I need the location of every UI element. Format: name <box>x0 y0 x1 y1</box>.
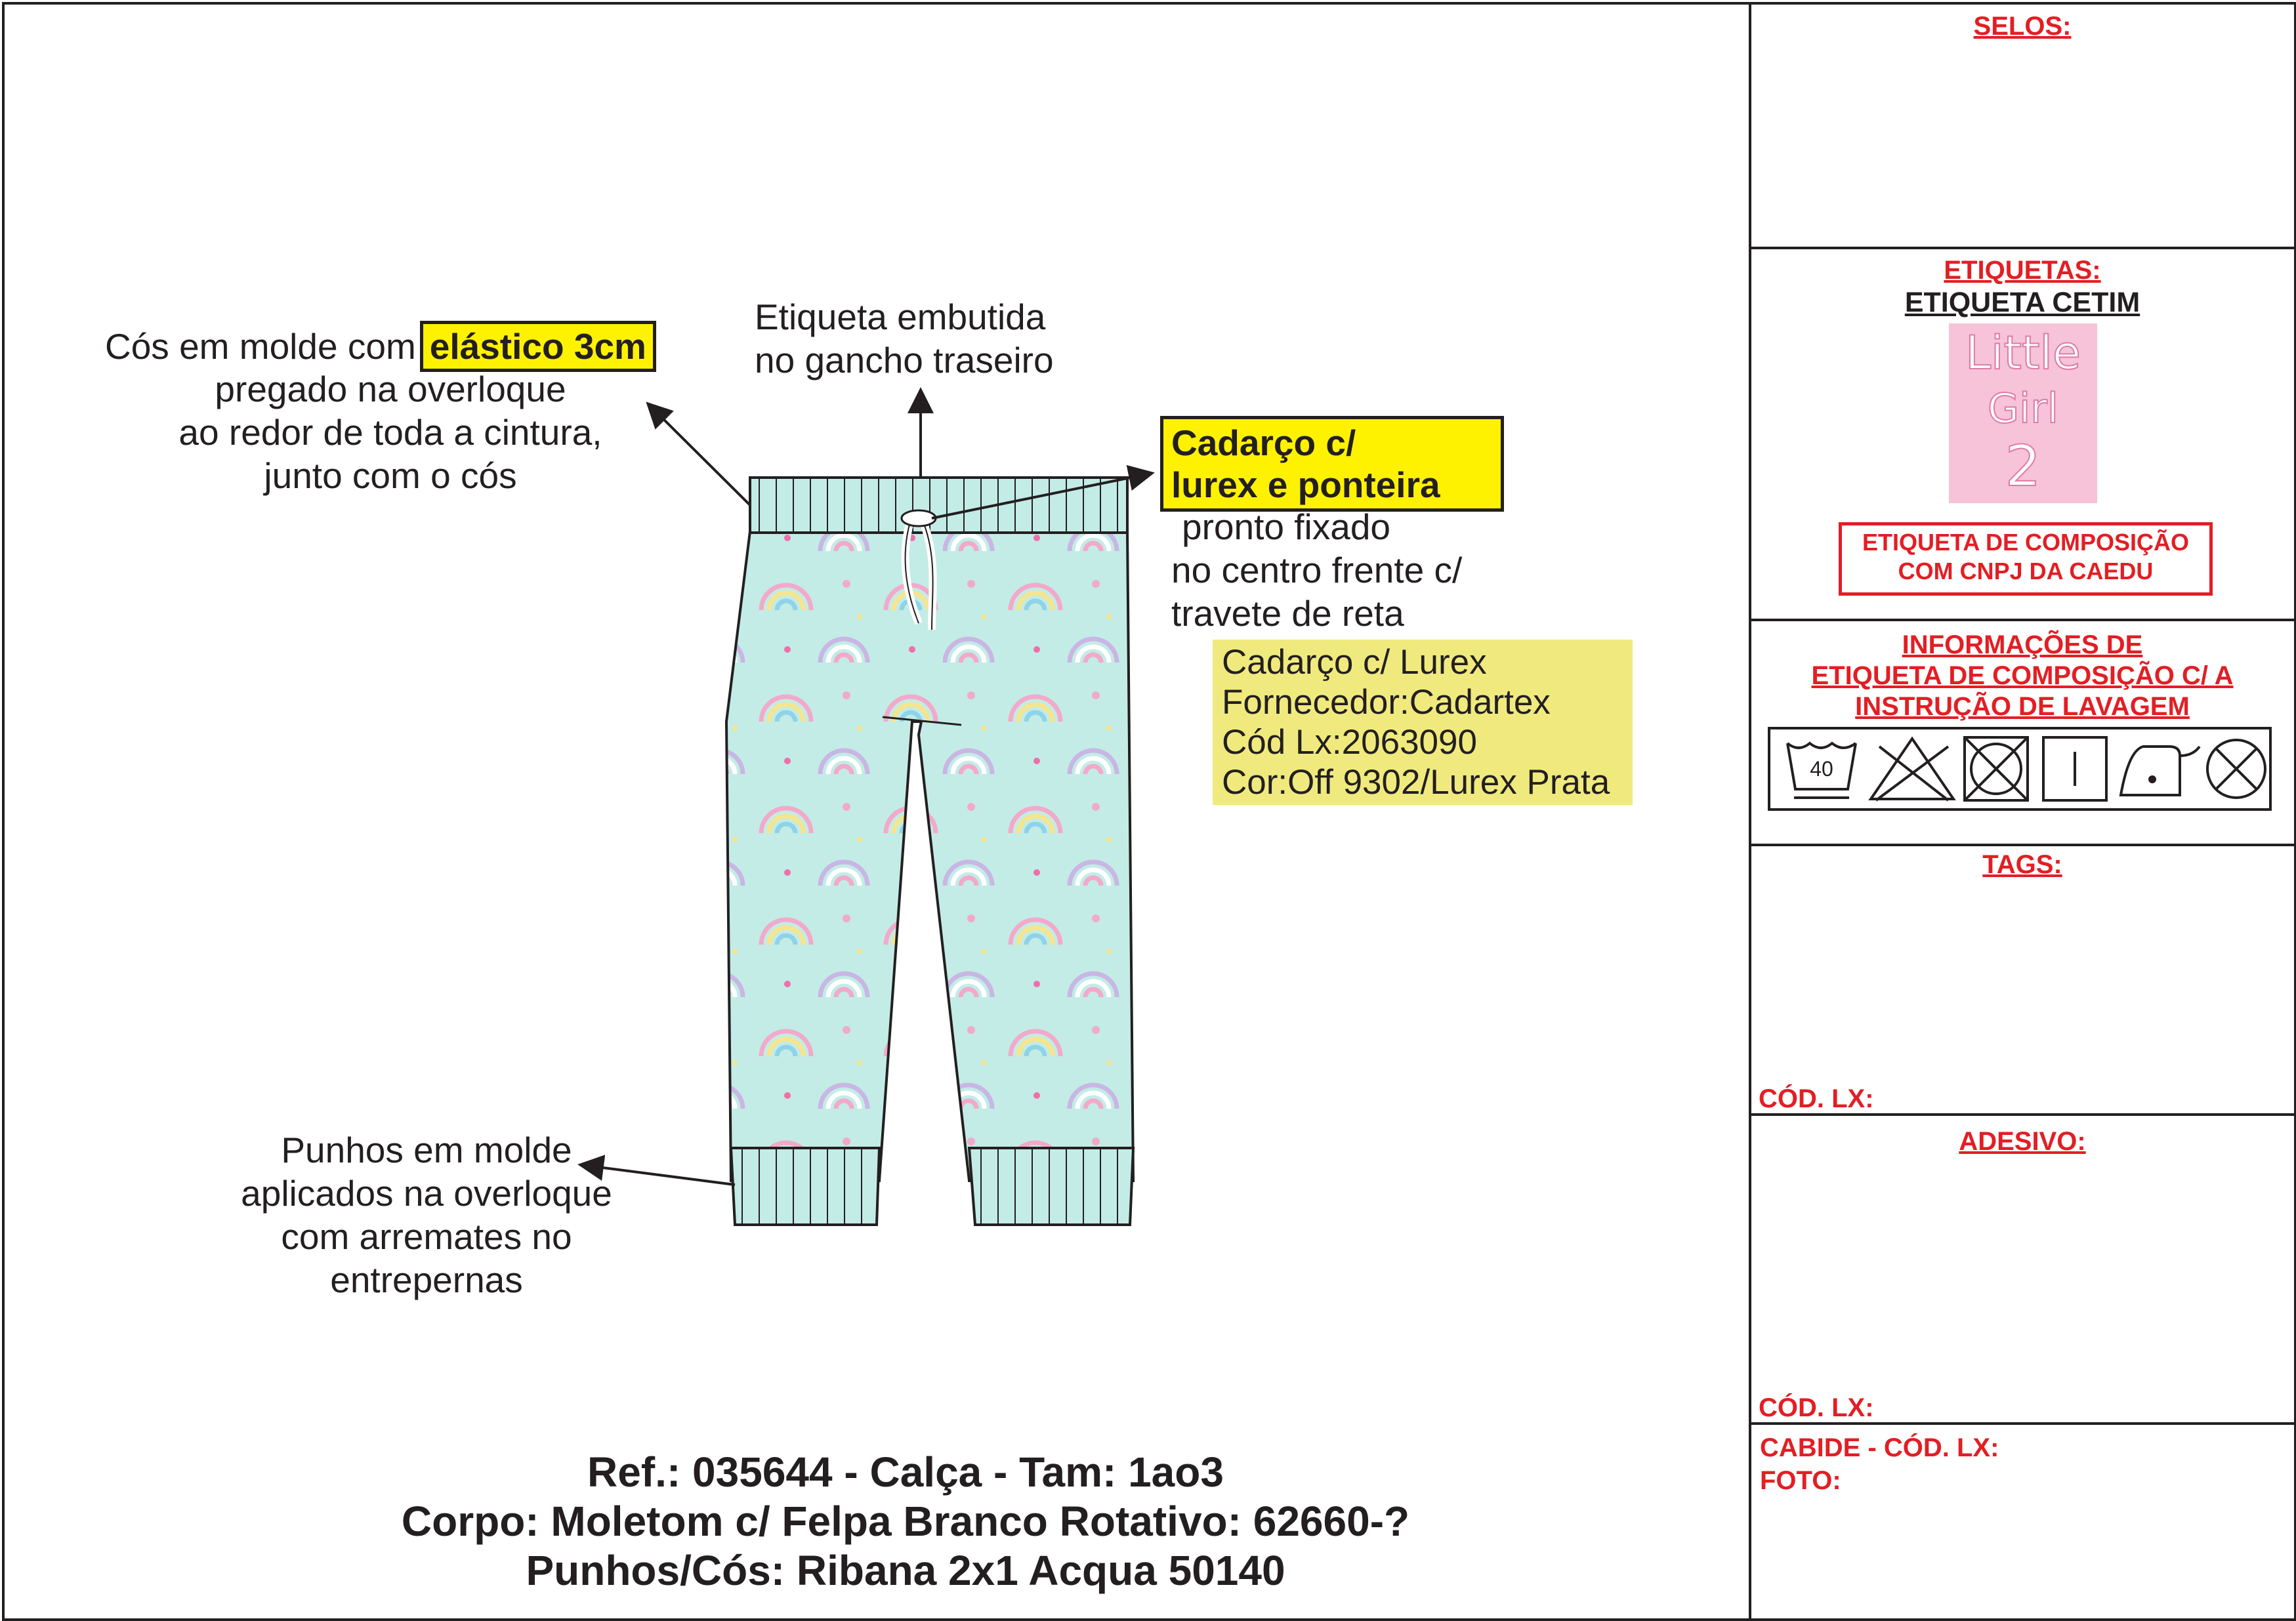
trim-spec-line: Fornecedor:Cadartex <box>1222 683 1551 722</box>
label-note-line: Etiqueta embutida <box>755 297 1046 337</box>
care-symbols <box>1768 727 2272 811</box>
wash-temp: 40 <box>1810 757 1833 781</box>
adesivo-cod-lx: CÓD. LX: <box>1759 1393 1874 1422</box>
drawcord-note-line: no centro frente c/ <box>1171 550 1463 590</box>
care-info-line: INSTRUÇÃO DE LAVAGEM <box>1855 692 2190 721</box>
drawcord-note-line: pronto fixado <box>1182 506 1390 547</box>
product-cuff-fabric: Punhos/Cós: Ribana 2x1 Acqua 50140 <box>526 1547 1285 1594</box>
cuffs-note-line: Punhos em molde <box>281 1130 572 1170</box>
etiqueta-cetim-title: ETIQUETA CETIM <box>1904 287 2140 318</box>
waistband-text: Cós em molde com <box>105 326 416 367</box>
waistband-highlight: elástico 3cm <box>420 321 656 372</box>
care-info-line: ETIQUETA DE COMPOSIÇÃO C/ A <box>1811 661 2234 690</box>
waistband-line: ao redor de toda a cintura, <box>178 412 602 453</box>
drawcord-note-line: travete de reta <box>1171 593 1404 634</box>
brand-label-line: Girl <box>1988 384 2058 432</box>
care-info-heading <box>1751 630 2293 722</box>
etiquetas-heading: ETIQUETAS: <box>1944 256 2101 285</box>
sidebar-rule <box>1749 247 2296 249</box>
cuffs-note-line: com arremates no <box>281 1216 572 1257</box>
cabide-section <box>1760 1431 1999 1497</box>
label-note-line: no gancho traseiro <box>755 340 1054 380</box>
cuffs-note-line: entrepernas <box>330 1260 523 1300</box>
composition-label-line: COM CNPJ DA CAEDU <box>1898 558 2154 585</box>
foto-label: FOTO: <box>1760 1466 1841 1495</box>
brand-label-size: 2 <box>2005 434 2041 499</box>
tags-heading: TAGS: <box>1982 850 2062 879</box>
brand-label-line: Little <box>1965 326 2081 380</box>
composition-label-box <box>1839 522 2213 596</box>
trim-spec-line: Cód Lx:2063090 <box>1222 723 1477 762</box>
product-body-fabric: Corpo: Moletom c/ Felpa Branco Rotativo: 62660-? <box>401 1498 1410 1545</box>
sidebar-rule <box>1749 619 2296 621</box>
sidebar-divider <box>1749 2 1751 1618</box>
product-info <box>66 1448 1745 1595</box>
waistband-line: pregado na overloque <box>215 369 566 409</box>
drawcord-highlight-line: Cadarço c/ <box>1171 422 1356 463</box>
composition-label-line: ETIQUETA DE COMPOSIÇÃO <box>1862 529 2190 556</box>
brand-label-preview <box>1949 323 2097 503</box>
product-ref: Ref.: 035644 - Calça - Tam: 1ao3 <box>587 1448 1224 1496</box>
waistband-line: junto com o cós <box>264 455 517 496</box>
sidebar-rule <box>1749 844 2296 846</box>
care-info-line: INFORMAÇÕES DE <box>1902 630 2143 659</box>
cuffs-note-line: aplicados na overloque <box>241 1173 612 1214</box>
trim-spec-line: Cor:Off 9302/Lurex Prata <box>1222 763 1610 802</box>
tags-cod-lx: CÓD. LX: <box>1759 1084 1874 1113</box>
adesivo-heading: ADESIVO: <box>1959 1127 2086 1156</box>
drawcord-highlight-line: lurex e ponteira <box>1171 464 1440 505</box>
cabide-cod-lx: CABIDE - CÓD. LX: <box>1760 1433 1999 1462</box>
trim-spec-line: Cadarço c/ Lurex <box>1222 643 1487 682</box>
selos-heading: SELOS: <box>1973 12 2072 41</box>
